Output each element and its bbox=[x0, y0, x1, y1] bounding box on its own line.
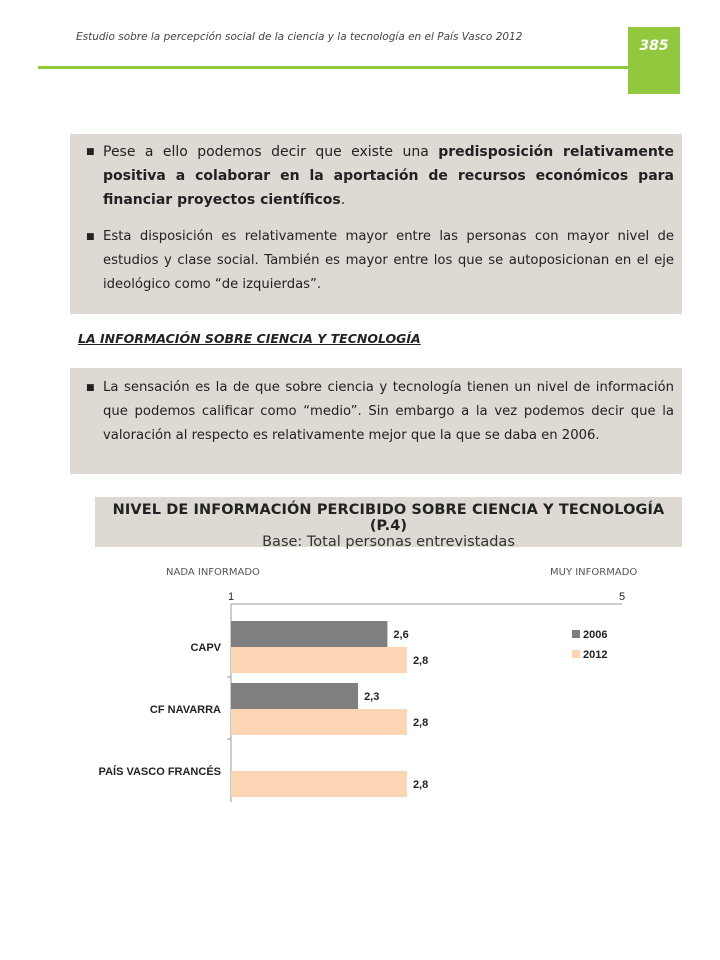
bullet-text: Esta disposición es relativamente mayor entre las personas con mayor nivel de estudios y clase social. También es mayor entre los que se autoposicionan en el eje ideológico como “de izquierdas”. bbox=[103, 229, 674, 293]
chart-title: NIVEL DE INFORMACIÓN PERCIBIDO SOBRE CIENCIA Y TECNOLOGÍA (P.4) bbox=[112, 502, 665, 534]
category-label: CF NAVARRA bbox=[149, 704, 221, 716]
data-label: 2,8 bbox=[412, 655, 429, 667]
x-tick-label: 5 bbox=[618, 591, 626, 603]
category-label: PAÍS VASCO FRANCÉS bbox=[98, 766, 221, 778]
legend-label: 2012 bbox=[583, 649, 608, 661]
running-title: Estudio sobre la percepción social de la ciencia y la tecnología en el País Vasco 2012 bbox=[76, 31, 523, 43]
data-label: 2,6 bbox=[393, 629, 409, 641]
bar bbox=[231, 621, 387, 647]
x-tick-label: 1 bbox=[227, 591, 235, 603]
square-bullet-icon: ■ bbox=[86, 232, 95, 242]
chart-subtitle: Base: Total personas entrevistadas bbox=[262, 534, 515, 550]
scale-right-label: MUY INFORMADO bbox=[550, 567, 638, 578]
bar bbox=[231, 683, 358, 709]
category-label: CAPV bbox=[190, 642, 221, 654]
data-label: 2,8 bbox=[412, 717, 429, 729]
legend-label: 2006 bbox=[583, 629, 608, 641]
section-heading: LA INFORMACIÓN SOBRE CIENCIA Y TECNOLOGÍA bbox=[78, 331, 421, 346]
square-bullet-icon: ■ bbox=[86, 383, 95, 393]
square-bullet-icon: ■ bbox=[86, 147, 95, 157]
bullet-text: Pese a ello podemos decir que existe una predisposición relativamente positiva a colaborar en la aportación de recursos económicos para financiar proyectos científicos. bbox=[103, 144, 674, 208]
bar bbox=[231, 771, 407, 797]
data-label: 2,8 bbox=[412, 779, 429, 791]
data-label: 2,3 bbox=[364, 691, 380, 703]
bar bbox=[231, 709, 407, 735]
page-number: 385 bbox=[639, 38, 669, 54]
bar bbox=[231, 647, 407, 673]
legend-swatch bbox=[572, 630, 580, 638]
bullet-text: La sensación es la de que sobre ciencia y tecnología tienen un nivel de información que podemos calificar como “medio”. Sin embargo a la vez podemos decir que la valoración al respecto es relativamente mejor que la que se daba en 2006. bbox=[103, 380, 674, 444]
scale-left-label: NADA INFORMADO bbox=[166, 567, 260, 578]
legend-swatch bbox=[572, 650, 580, 658]
